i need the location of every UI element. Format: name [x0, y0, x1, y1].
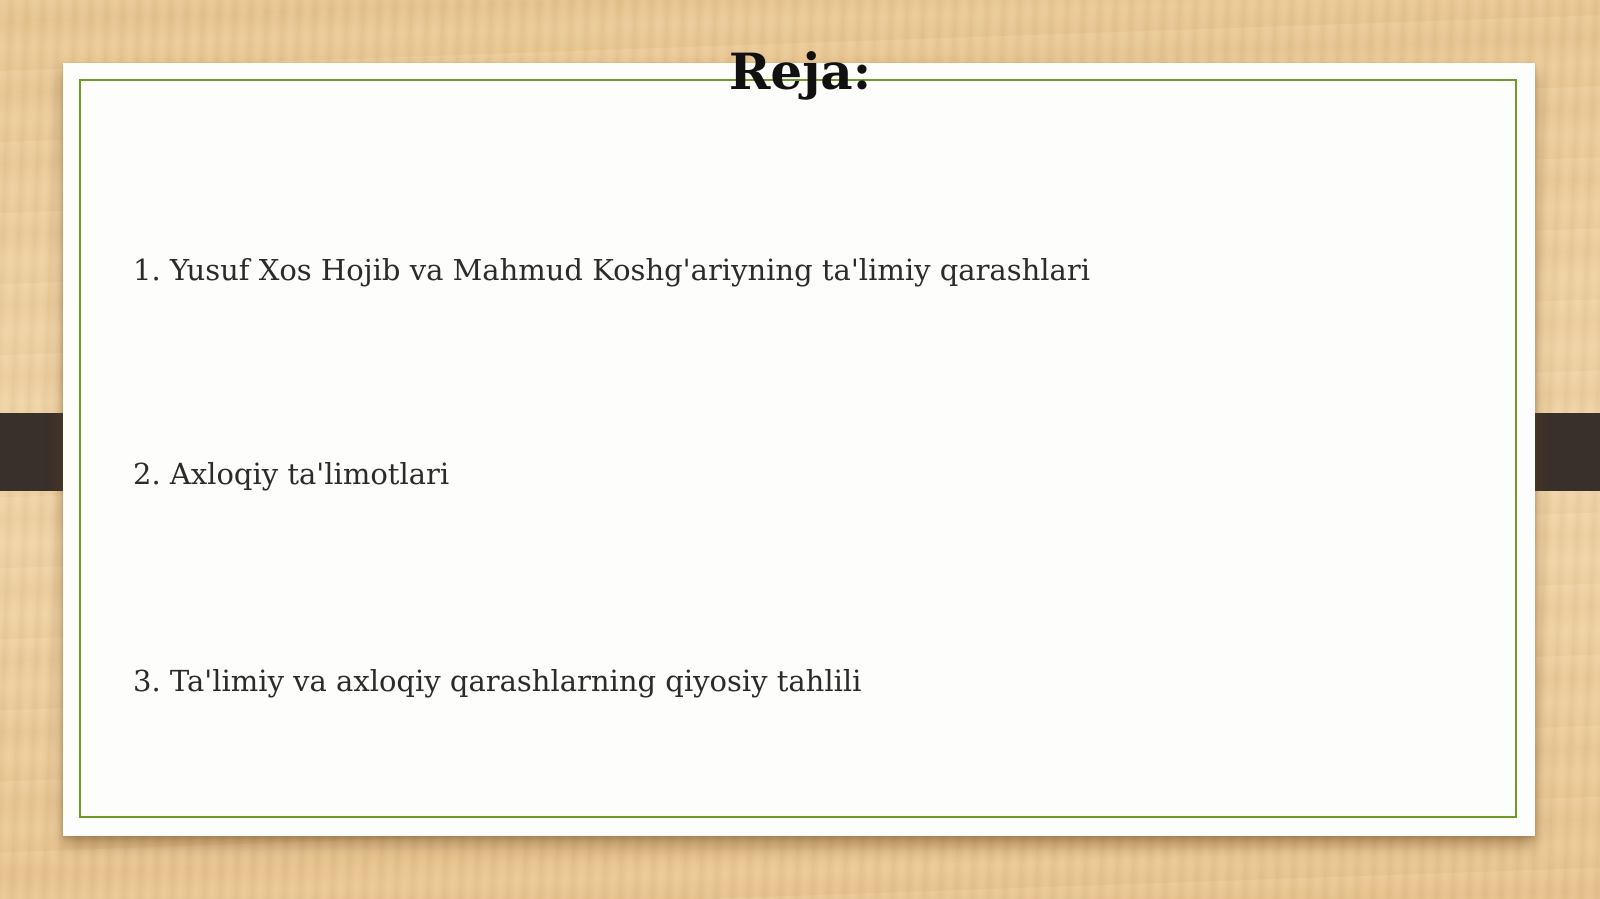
plan-item-2: 2. Axloqiy ta'limotlari [133, 457, 450, 491]
slide-frame-border [79, 79, 1517, 818]
plan-item-1: 1. Yusuf Xos Hojib va Mahmud Koshg'ariyning ta'limiy qarashlari [133, 253, 1090, 287]
plan-item-3: 3. Ta'limiy va axloqiy qarashlarning qiyosiy tahlili [133, 664, 862, 698]
slide-title: Reja: [728, 42, 872, 101]
